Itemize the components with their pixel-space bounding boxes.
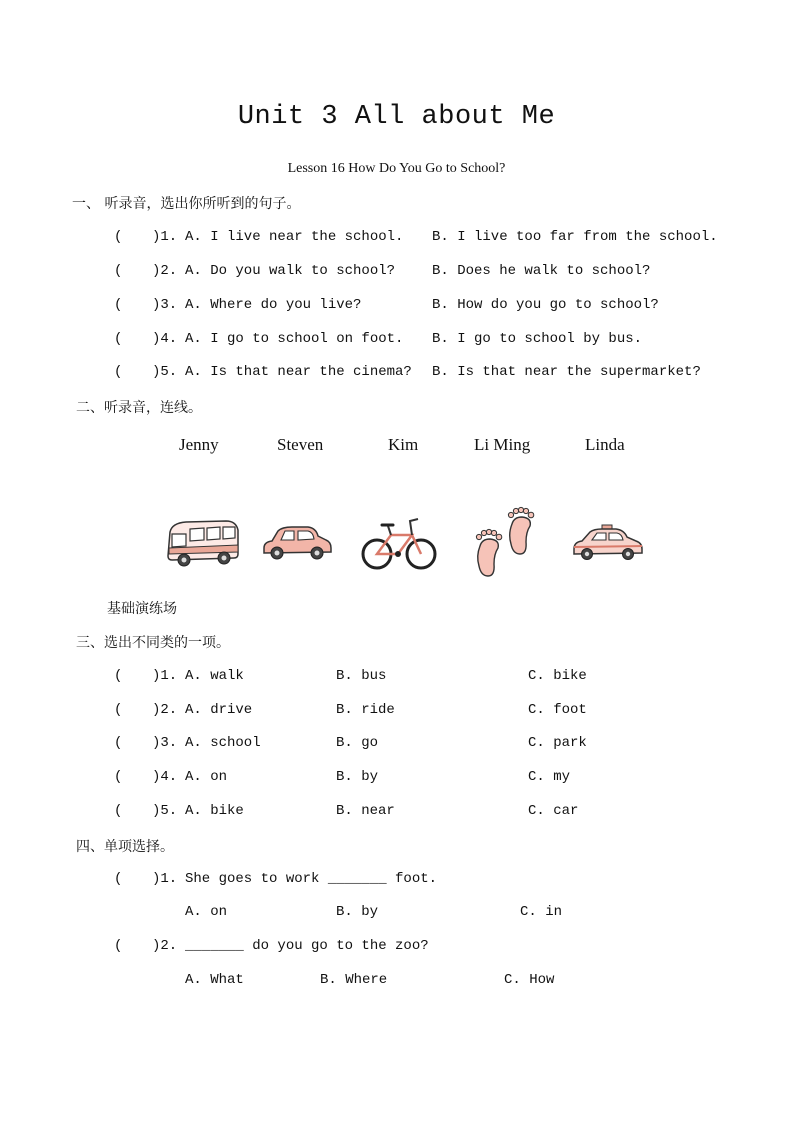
part1-option-a: A. I go to school on foot. <box>185 331 404 347</box>
part3-paren: ( <box>114 702 123 718</box>
name-jenny: Jenny <box>179 435 219 454</box>
part1-option-b: B. I go to school by bus. <box>432 331 643 347</box>
part1-option-a: A. Where do you live? <box>185 297 362 313</box>
part3-option-b: B. near <box>336 803 395 819</box>
part3-number: )2. <box>152 702 178 718</box>
part1-number: )1. <box>152 229 178 245</box>
part3-number: )5. <box>152 803 178 819</box>
part1-paren: ( <box>114 263 123 279</box>
part4-option-c: C. How <box>504 972 555 988</box>
part1-option-a: A. I live near the school. <box>185 229 404 245</box>
part1-option-b: B. Does he walk to school? <box>432 263 651 279</box>
section-4-heading: 四、单项选择。 <box>76 839 174 855</box>
part4-paren: ( <box>114 871 123 887</box>
part3-option-a: A. walk <box>185 668 244 684</box>
part3-paren: ( <box>114 769 123 785</box>
part1-number: )3. <box>152 297 178 313</box>
bicycle-icon <box>360 514 438 572</box>
part3-option-b: B. bus <box>336 668 387 684</box>
part1-paren: ( <box>114 331 123 347</box>
part3-paren: ( <box>114 803 123 819</box>
part4-option-b: B. by <box>336 904 379 920</box>
part3-option-a: A. drive <box>185 702 253 718</box>
part3-option-c: C. bike <box>528 668 587 684</box>
part3-option-b: B. go <box>336 735 379 751</box>
name-kim: Kim <box>388 435 419 454</box>
name-li-ming: Li Ming <box>474 435 531 454</box>
part3-option-a: A. bike <box>185 803 244 819</box>
bus-icon <box>164 518 242 568</box>
part1-option-b: B. Is that near the supermarket? <box>432 364 701 380</box>
part4-option-a: A. What <box>185 972 244 988</box>
name-steven: Steven <box>277 435 324 454</box>
part3-option-b: B. ride <box>336 702 395 718</box>
section-1-heading: 一、 听录音，选出你所听到的句子。 <box>72 196 301 212</box>
part1-paren: ( <box>114 229 123 245</box>
part4-option-b: B. Where <box>320 972 388 988</box>
part4-option-c: C. in <box>520 904 563 920</box>
taxi-icon <box>570 524 646 562</box>
part1-paren: ( <box>114 364 123 380</box>
part1-number: )2. <box>152 263 178 279</box>
part3-paren: ( <box>114 668 123 684</box>
car-icon <box>260 524 334 562</box>
part1-option-b: B. How do you go to school? <box>432 297 659 313</box>
part3-option-a: A. school <box>185 735 261 751</box>
part4-number: )1. <box>152 871 178 887</box>
part3-paren: ( <box>114 735 123 751</box>
part1-number: )4. <box>152 331 178 347</box>
part1-number: )5. <box>152 364 178 380</box>
part3-number: )1. <box>152 668 178 684</box>
part4-option-a: A. on <box>185 904 228 920</box>
section-3-heading: 三、选出不同类的一项。 <box>76 635 230 651</box>
part3-option-c: C. my <box>528 769 571 785</box>
part4-paren: ( <box>114 938 123 954</box>
part1-paren: ( <box>114 297 123 313</box>
name-linda: Linda <box>585 435 625 454</box>
part3-number: )4. <box>152 769 178 785</box>
practice-subheading: 基础演练场 <box>107 601 177 617</box>
part1-option-a: A. Do you walk to school? <box>185 263 396 279</box>
section-2-heading: 二、听录音，连线。 <box>76 400 202 416</box>
part3-option-a: A. on <box>185 769 228 785</box>
footprints-icon <box>468 506 542 580</box>
part1-option-b: B. I live too far from the school. <box>432 229 718 245</box>
lesson-subtitle: Lesson 16 How Do You Go to School? <box>287 161 506 176</box>
part4-question-stem: _______ do you go to the zoo? <box>185 938 429 954</box>
part3-option-c: C. foot <box>528 702 587 718</box>
part3-option-b: B. by <box>336 769 379 785</box>
part3-number: )3. <box>152 735 178 751</box>
part4-number: )2. <box>152 938 178 954</box>
part3-option-c: C. park <box>528 735 587 751</box>
part3-option-c: C. car <box>528 803 579 819</box>
part1-option-a: A. Is that near the cinema? <box>185 364 412 380</box>
page-title: Unit 3 All about Me <box>237 102 556 132</box>
part4-question-stem: She goes to work _______ foot. <box>185 871 438 887</box>
